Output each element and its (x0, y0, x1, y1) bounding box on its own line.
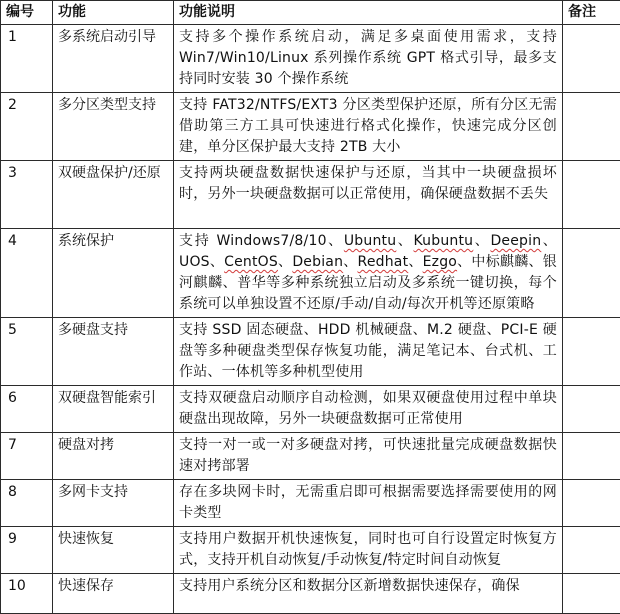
row-description: 支持两块硬盘数据快速保护与还原，当其中一块硬盘损坏时，另外一块硬盘数据可以正常使用，确保硬盘数据不丢失 (174, 161, 563, 229)
row-description: 支持用户数据开机快速恢复，同时也可自行设置定时恢复方式，支持开机自动恢复/手动恢复/特定时间自动恢复 (174, 527, 563, 574)
os-name-kubuntu: Kubuntu (414, 233, 474, 249)
os-name-redhat: Redhat (358, 254, 409, 270)
row-remarks (563, 93, 620, 161)
header-remarks: 备注 (563, 1, 620, 25)
desc-text: 、 (343, 254, 357, 270)
row-description: 支持 FAT32/NTFS/EXT3 分区类型保护还原，所有分区无需借助第三方工具可快速进行格式化操作，快速完成分区创建，单分区保护最大支持 2TB 大小 (174, 93, 563, 161)
table-row (1, 480, 620, 527)
desc-text: 、中标麒麟、银河麒麟、普华等多种系统独立启动及多系统一键切换，每个系统可以单独设置不还原/手动/自动/每次开机等还原策略 (179, 254, 557, 312)
os-name-debian: Debian (292, 254, 343, 270)
table-row (1, 433, 620, 480)
desc-text: 支持 Windows7/8/10、 (179, 233, 344, 249)
os-name-ezgo: Ezgo (423, 254, 457, 270)
row-number: 6 (1, 386, 53, 433)
row-number: 3 (1, 161, 53, 229)
os-name-deepin: Deepin (490, 233, 541, 249)
header-description: 功能说明 (174, 1, 563, 25)
header-function: 功能 (53, 1, 174, 25)
table-row (1, 229, 620, 318)
row-function: 系统保护 (53, 229, 174, 318)
row-function: 多硬盘支持 (53, 318, 174, 386)
desc-text: 、 (396, 233, 413, 249)
row-remarks (563, 318, 620, 386)
header-number: 编号 (1, 1, 53, 25)
row-remarks (563, 433, 620, 480)
row-function: 快速保存 (53, 574, 174, 614)
table-row (1, 161, 620, 229)
desc-text: 、 (278, 254, 292, 270)
header-row (1, 1, 620, 25)
row-number: 8 (1, 480, 53, 527)
row-function: 多网卡支持 (53, 480, 174, 527)
row-remarks (563, 574, 620, 614)
row-description (174, 229, 563, 318)
row-number: 2 (1, 93, 53, 161)
table-row (1, 25, 620, 93)
row-description: 存在多块网卡时，无需重启即可根据需要选择需要使用的网卡类型 (174, 480, 563, 527)
table-body (1, 25, 620, 614)
row-number: 4 (1, 229, 53, 318)
os-name-centos: CentOS (224, 254, 278, 270)
desc-text: 、 (408, 254, 422, 270)
row-function: 多系统启动引导 (53, 25, 174, 93)
row-remarks (563, 25, 620, 93)
row-description: 支持多个操作系统启动，满足多桌面使用需求，支持 Win7/Win10/Linux 系列操作系统 GPT 格式引导，最多支持同时安装 30 个操作系统 (174, 25, 563, 93)
row-number: 10 (1, 574, 53, 614)
row-function: 快速恢复 (53, 527, 174, 574)
row-remarks (563, 386, 620, 433)
table-row (1, 93, 620, 161)
table-row (1, 318, 620, 386)
row-number: 5 (1, 318, 53, 386)
row-description: 支持一对一或一对多硬盘对拷，可快速批量完成硬盘数据快速对拷部署 (174, 433, 563, 480)
row-description: 支持用户系统分区和数据分区新增数据快速保存，确保 (174, 574, 563, 614)
table-row (1, 527, 620, 574)
table-row (1, 386, 620, 433)
row-number: 7 (1, 433, 53, 480)
row-function: 多分区类型支持 (53, 93, 174, 161)
row-remarks (563, 161, 620, 229)
row-number: 1 (1, 25, 53, 93)
row-function: 双硬盘保护/还原 (53, 161, 174, 229)
table-header (1, 1, 620, 25)
row-remarks (563, 527, 620, 574)
row-remarks (563, 480, 620, 527)
desc-text: 、UOS、 (179, 233, 557, 270)
desc-text: 、 (473, 233, 490, 249)
row-number: 9 (1, 527, 53, 574)
row-description: 支持 SSD 固态硬盘、HDD 机械硬盘、M.2 硬盘、PCI-E 硬盘等多种硬盘类型保存恢复功能，满足笔记本、台式机、工作站、一体机等多种机型使用 (174, 318, 563, 386)
row-function: 双硬盘智能索引 (53, 386, 174, 433)
row-remarks (563, 229, 620, 318)
row-function: 硬盘对拷 (53, 433, 174, 480)
table-row (1, 574, 620, 614)
os-name-ubuntu: Ubuntu (344, 233, 396, 249)
row-description: 支持双硬盘启动顺序自动检测，如果双硬盘使用过程中单块硬盘出现故障，另外一块硬盘数据可正常使用 (174, 386, 563, 433)
